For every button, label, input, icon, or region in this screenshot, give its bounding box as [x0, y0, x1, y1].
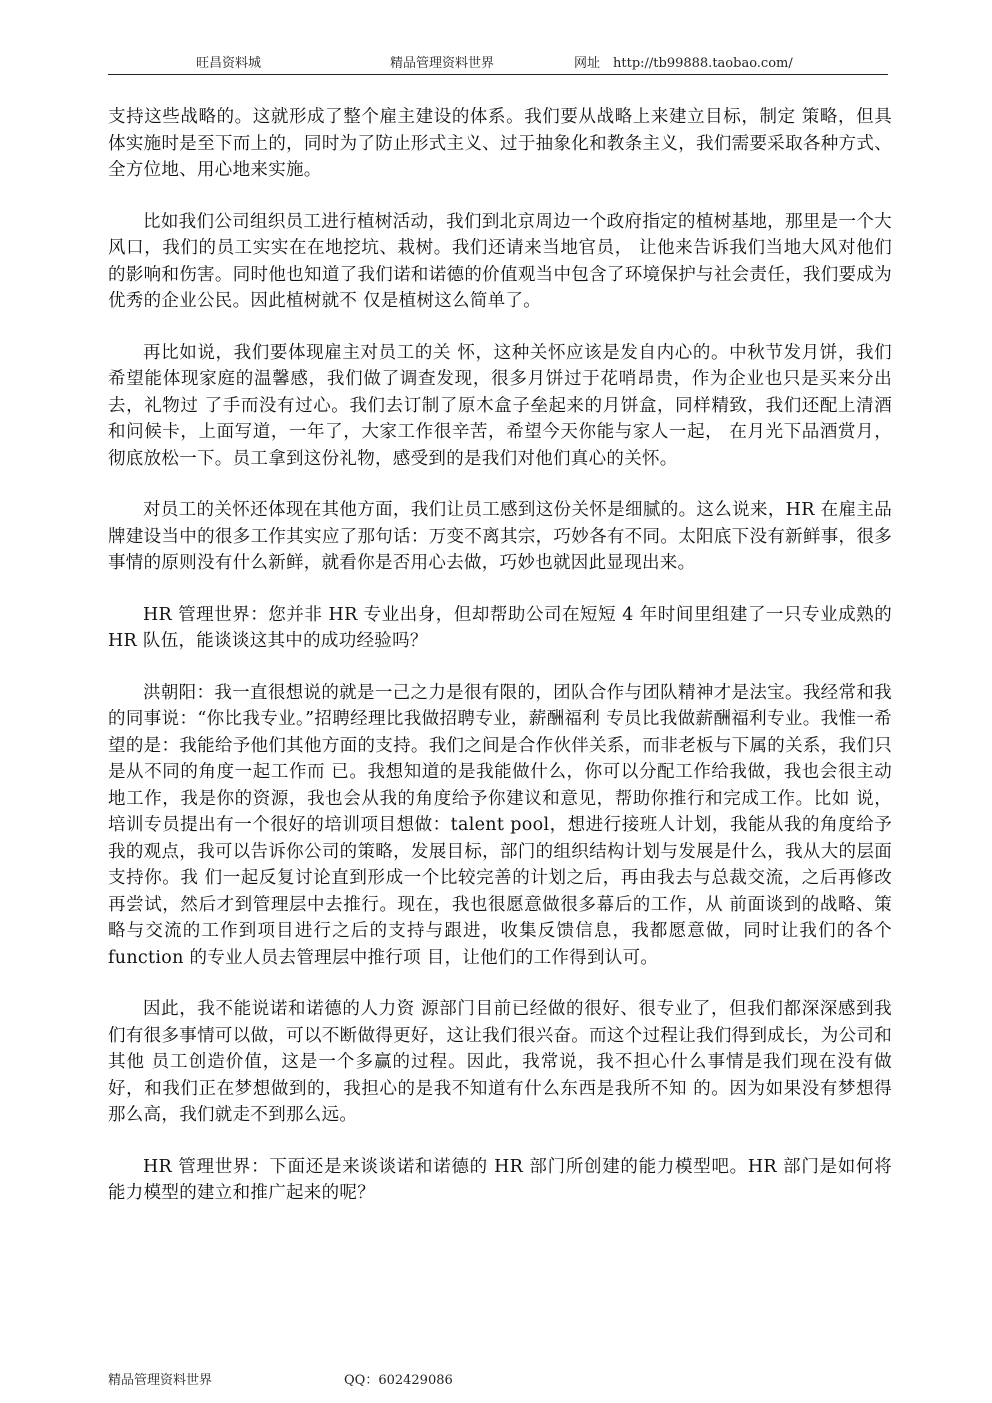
header-brand: 精品管理资料世界: [390, 56, 495, 71]
interview-question: HR 管理世界：您并非 HR 专业出身，但却帮助公司在短短 4 年时间里组建了一只专业成熟的 HR 队伍，能谈谈这其中的成功经验吗？: [108, 604, 892, 651]
paragraph: 支持这些战略的。这就形成了整个雇主建设的体系。我们要从战略上来建立目标，制定 策略，但具体实施时是至下而上的，同时为了防止形式主义、过于抽象化和教条主义，我们需要采取各种方式、全方位地、用心地来实施。: [108, 107, 892, 180]
paragraph: 再比如说，我们要体现雇主对员工的关 怀，这种关怀应该是发自内心的。中秋节发月饼，我们希望能体现家庭的温馨感，我们做了调查发现，很多月饼过于花哨昂贵，作为企业也只是买来分出去，礼物过 了手而没有过心。我们去订制了原木盒子垒起来的月饼盒，同样精致，我们还配上清酒和问候卡，上面写道，一年了，大家工作很辛苦，希望今天你能与家人一起， 在月光下品酒赏月，彻底放松一下。员工拿到这份礼物，感受到的是我们对他们真心的关怀。: [108, 342, 892, 469]
paragraph: 因此，我不能说诺和诺德的人力资 源部门目前已经做的很好、很专业了，但我们都深深感到我们有很多事情可以做，可以不断做得更好，这让我们很兴奋。而这个过程让我们得到成长，为公司和其他 员工创造价值，这是一个多赢的过程。因此，我常说，我不担心什么事情是我们现在没有做好，和我们正在梦想做到的，我担心的是我不知道有什么东西是我所不知 的。因为如果没有梦想得那么高，我们就走不到那么远。: [108, 999, 892, 1125]
interview-answer: 洪朝阳：我一直很想说的就是一己之力是很有限的，团队合作与团队精神才是法宝。我经常和我的同事说：“你比我专业。”招聘经理比我做招聘专业，薪酬福利 专员比我做薪酬福利专业。我惟一希望的是：我能给予他们其他方面的支持。我们之间是合作伙伴关系，而非老板与下属的关系，我们只是从不同的角度一起工作而 已。我想知道的是我能做什么，你可以分配工作给我做，我也会很主动地工作，我是你的资源，我也会从我的角度给予你建议和意见，帮助你推行和完成工作。比如 说，培训专员提出有一个很好的培训项目想做：talent pool，想进行接班人计划，我能从我的角度给予我的观点，我可以告诉你公司的策略，发展目标，部门的组织结构计划与发展是什么，我从大的层面支持你。我 们一起反复讨论直到形成一个比较完善的计划之后，再由我去与总裁交流，之后再修改再尝试，然后才到管理层中去推行。现在，我也很愿意做很多幕后的工作，从 前面谈到的战略、策略与交流的工作到项目进行之后的支持与跟进，收集反馈信息，我都愿意做，同时让我们的各个 function 的专业人员去管理层中推行项 目，让他们的工作得到认可。: [108, 682, 892, 968]
paragraph: 比如我们公司组织员工进行植树活动，我们到北京周边一个政府指定的植树基地，那里是一个大风口，我们的员工实实在在地挖坑、栽树。我们还请来当地官员， 让他来告诉我们当地大风对他们的影响和伤害。同时他也知道了我们诺和诺德的价值观当中包含了环境保护与社会责任，我们要成为优秀的企业公民。因此植树就不 仅是植树这么简单了。: [108, 211, 892, 311]
header-website: 网址 http://tb99888.taobao.com/: [574, 56, 793, 71]
document-body: [108, 104, 892, 1232]
paragraph: 对员工的关怀还体现在其他方面，我们让员工感到这份关怀是细腻的。这么说来，HR 在雇主品牌建设当中的很多工作其实应了那句话：万变不离其宗，巧妙各有不同。太阳底下没有新鲜事，很多事情的原则没有什么新鲜，就看你是否用心去做，巧妙也就因此显现出来。: [108, 500, 892, 573]
footer-brand: 精品管理资料世界: [108, 1373, 213, 1388]
footer-qq: QQ：602429086: [344, 1373, 453, 1388]
interview-question: HR 管理世界：下面还是来谈谈诺和诺德的 HR 部门所创建的能力模型吧。HR 部门是如何将能力模型的建立和推广起来的呢？: [108, 1156, 892, 1203]
header-site-name: 旺昌资料城: [196, 56, 262, 71]
page-header: [108, 50, 888, 75]
